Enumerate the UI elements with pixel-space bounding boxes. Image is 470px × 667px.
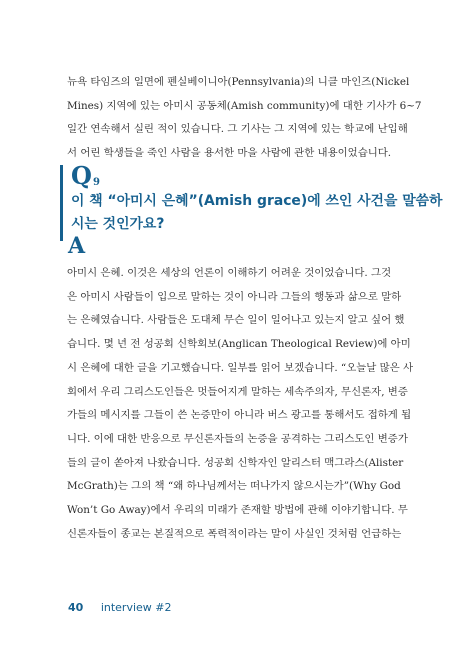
intro-line: Mines) 지역에 있는 아미시 공동체(Amish community)에 대한 기사가 6~7 — [67, 99, 422, 112]
answer-line: 습니다. 몇 년 전 성공회 신학회보(Anglican Theological Review)에 아미 — [67, 338, 411, 351]
question-line: 이 책 “아미시 은혜”(Amish grace)에 쓰인 사건을 말씀하 — [71, 193, 443, 209]
answer-line: 가들의 메시지를 그들이 쓴 논증만이 아니라 버스 광고를 통해서도 접하게 됩 — [67, 409, 412, 422]
section-title: interview #2 — [100, 601, 172, 614]
question-letter: Q — [71, 161, 92, 190]
answer-paragraph — [67, 262, 412, 546]
intro-line: 서 어린 학생들을 죽인 사람을 용서한 마을 사람에 관한 내용이었습니다. — [67, 147, 392, 160]
answer-line: 회에서 우리 그리스도인들은 멋들어지게 말하는 세속주의자, 무신론자, 변증 — [67, 385, 408, 398]
answer-line: 들의 글이 쏟아져 나왔습니다. 성공회 신학자인 알리스터 맥그라스(Alister — [67, 456, 404, 469]
page-number: 40 — [68, 601, 84, 614]
question-line: 시는 것인가요? — [71, 216, 165, 232]
answer-letter: A — [68, 233, 86, 259]
question-accent-bar — [60, 165, 63, 241]
answer-line: 시 은혜에 대한 글을 기고했습니다. 일부를 읽어 보겠습니다. “오늘날 많은 사 — [67, 361, 414, 374]
question-number: 9 — [93, 177, 100, 188]
intro-paragraph — [67, 71, 422, 166]
answer-line: 니다. 이에 대한 반응으로 무신론자들의 논증을 공격하는 그리스도인 변증가 — [67, 432, 408, 445]
answer-line: 는 은혜였습니다. 사람들은 도대체 무슨 일이 일어나고 있는지 알고 싶어 했 — [67, 314, 405, 327]
question-block — [60, 160, 443, 250]
question-heading — [71, 190, 443, 236]
intro-line: 일간 연속해서 실린 적이 있습니다. 그 기사는 그 지역에 있는 학교에 난입해 — [67, 123, 408, 136]
page-footer — [68, 601, 172, 614]
answer-line: 아미시 은혜. 이것은 세상의 언론이 이해하기 어려운 것이었습니다. 그것 — [67, 267, 392, 279]
answer-line: McGrath)는 그의 책 “왜 하나님께서는 떠나가지 않으시는가”(Why God — [67, 480, 401, 493]
answer-line: 은 아미시 사람들이 입으로 말하는 것이 아니라 그들의 행동과 삶으로 말하 — [67, 290, 402, 303]
answer-line: Won’t Go Away)에서 우리의 미래가 존재할 방법에 관해 이야기합니다. 무 — [67, 504, 408, 517]
intro-line: 뉴욕 타임즈의 일면에 펜실베이니아(Pennsylvania)의 니클 마인즈(Nickel — [67, 76, 410, 88]
answer-line: 신론자들이 종교는 본질적으로 폭력적이라는 말이 사실인 것처럼 언급하는 — [67, 527, 402, 540]
